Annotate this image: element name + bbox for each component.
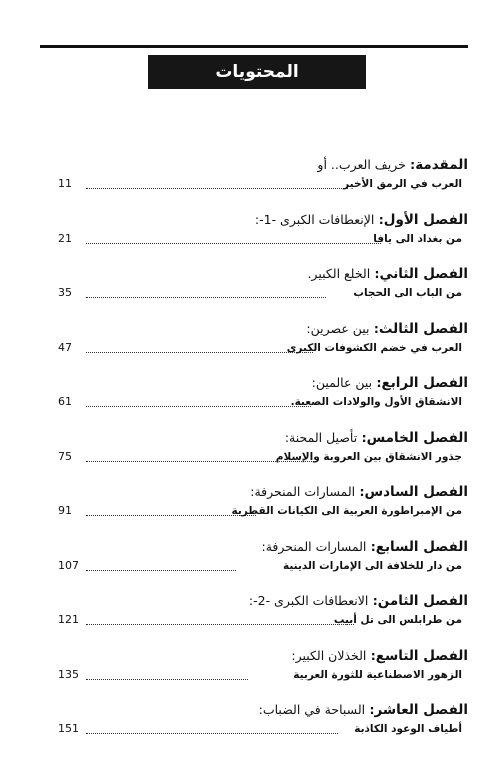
chapter-subtitle: العرب في خضم الكشوفات الكبرى bbox=[286, 341, 462, 354]
chapter-subtitle: من دار للخلافة الى الإمارات الدينية bbox=[283, 559, 462, 572]
dot-leader bbox=[86, 679, 248, 680]
chapter-separator: : bbox=[369, 320, 379, 336]
chapter-separator: : bbox=[374, 211, 384, 227]
toc-subrow bbox=[58, 231, 468, 247]
chapter-subtitle: أطياف الوعود الكاذبة bbox=[354, 723, 462, 735]
toc-subrow bbox=[58, 394, 468, 410]
table-of-contents bbox=[58, 156, 468, 756]
toc-heading bbox=[317, 156, 468, 174]
page-title: المحتويات bbox=[215, 62, 299, 82]
chapter-subtitle: من الباب الى الحجاب bbox=[353, 287, 462, 299]
toc-heading bbox=[255, 211, 468, 229]
toc-entry bbox=[58, 483, 468, 538]
toc-heading bbox=[262, 538, 468, 556]
chapter-subtitle: الانشقاق الأول والولادات الصعبة. bbox=[290, 396, 462, 408]
chapter-subtitle: من طرابلس الى تل أبيب bbox=[333, 614, 462, 626]
chapter-separator: : bbox=[365, 702, 375, 717]
chapter-label: الفصل الثامن bbox=[377, 593, 468, 609]
toc-subrow bbox=[58, 503, 468, 519]
chapter-title: بين عالمين: bbox=[311, 375, 373, 390]
dot-leader bbox=[86, 406, 311, 407]
toc-subrow bbox=[58, 285, 468, 301]
chapter-separator: : bbox=[357, 429, 367, 445]
page-number: 91 bbox=[58, 504, 72, 517]
chapter-label: الفصل الثاني bbox=[379, 266, 468, 282]
chapter-label: الفصل السابع bbox=[375, 538, 468, 555]
chapter-separator: : bbox=[405, 157, 416, 172]
page-number: 107 bbox=[58, 558, 79, 572]
chapter-separator: : bbox=[372, 375, 382, 390]
chapter-label: الفصل الثالث bbox=[378, 320, 468, 337]
toc-entry bbox=[58, 701, 468, 756]
page-number: 151 bbox=[58, 722, 79, 735]
toc-entry bbox=[58, 265, 468, 320]
toc-subrow bbox=[58, 667, 468, 683]
dot-leader bbox=[86, 624, 354, 625]
page-number: 135 bbox=[58, 667, 79, 681]
toc-heading bbox=[291, 647, 468, 665]
chapter-label: المقدمة bbox=[415, 157, 468, 173]
chapter-separator: : bbox=[370, 266, 380, 281]
chapter-label: الفصل التاسع bbox=[375, 647, 468, 664]
top-rule bbox=[40, 45, 468, 48]
page-number: 121 bbox=[58, 613, 79, 626]
chapter-subtitle: الزهور الاصطناعية للثورة العربية bbox=[293, 668, 462, 681]
page-number: 61 bbox=[58, 395, 72, 408]
toc-subrow bbox=[58, 558, 468, 574]
page-number: 11 bbox=[58, 177, 72, 190]
toc-entry bbox=[58, 156, 468, 211]
chapter-label: الفصل الأول bbox=[383, 211, 468, 228]
toc-entry bbox=[58, 211, 468, 266]
chapter-label: الفصل الرابع bbox=[381, 375, 468, 391]
chapter-title: تأصيل المحنة: bbox=[284, 429, 358, 445]
page-number: 47 bbox=[58, 340, 72, 354]
chapter-subtitle: من بغداد الى يافا bbox=[373, 232, 462, 245]
chapter-title: الخلع الكبير. bbox=[307, 266, 371, 281]
dot-leader bbox=[86, 243, 381, 244]
toc-subrow bbox=[58, 721, 468, 737]
toc-heading bbox=[306, 320, 468, 338]
toc-heading bbox=[250, 483, 468, 501]
chapter-title: المسارات المنحرفة: bbox=[261, 538, 367, 554]
chapter-separator: : bbox=[366, 647, 376, 663]
chapter-subtitle: من الإمبراطورة العربية الى الكيانات القطرية bbox=[231, 505, 462, 517]
toc-subrow bbox=[58, 612, 468, 628]
toc-entry bbox=[58, 320, 468, 375]
dot-leader bbox=[86, 352, 313, 353]
contents-title-box bbox=[148, 55, 366, 89]
page-number: 35 bbox=[58, 286, 72, 299]
toc-subrow bbox=[58, 176, 468, 192]
chapter-label: الفصل السادس bbox=[364, 484, 468, 500]
toc-heading bbox=[259, 701, 468, 719]
chapter-subtitle: العرب في الرمق الأخير bbox=[343, 178, 462, 190]
toc-subrow bbox=[58, 449, 468, 465]
chapter-title: المسارات المنحرفة: bbox=[250, 484, 356, 499]
chapter-separator: : bbox=[366, 538, 376, 554]
toc-entry bbox=[58, 647, 468, 702]
toc-entry bbox=[58, 592, 468, 647]
toc-entry bbox=[58, 429, 468, 484]
chapter-label: الفصل الخامس bbox=[366, 429, 468, 446]
toc-subrow bbox=[58, 340, 468, 356]
toc-heading bbox=[307, 265, 468, 283]
dot-leader bbox=[86, 733, 338, 734]
toc-heading bbox=[285, 429, 468, 447]
dot-leader bbox=[86, 570, 236, 571]
chapter-title: خريف العرب.. أو bbox=[317, 157, 406, 172]
chapter-subtitle: جذور الانشقاق بين العروبة والإسلام bbox=[275, 450, 462, 463]
chapter-title: الخذلان الكبير: bbox=[291, 647, 367, 663]
dot-leader bbox=[86, 188, 348, 189]
page-number: 75 bbox=[58, 449, 72, 463]
chapter-title: السباحة في الضباب: bbox=[258, 702, 366, 717]
chapter-title: الانعطافات الكبرى -2-: bbox=[248, 593, 369, 608]
dot-leader bbox=[86, 297, 326, 298]
toc-entry bbox=[58, 538, 468, 593]
chapter-separator: : bbox=[368, 593, 378, 608]
page-number: 21 bbox=[58, 231, 72, 245]
toc-entry bbox=[58, 374, 468, 429]
chapter-label: الفصل العاشر bbox=[374, 702, 468, 718]
toc-heading bbox=[312, 374, 468, 392]
chapter-title: بين عصرين: bbox=[306, 320, 370, 336]
toc-heading bbox=[249, 592, 468, 610]
chapter-title: الإنعطافات الكبرى -1-: bbox=[254, 211, 375, 227]
chapter-separator: : bbox=[355, 484, 365, 499]
